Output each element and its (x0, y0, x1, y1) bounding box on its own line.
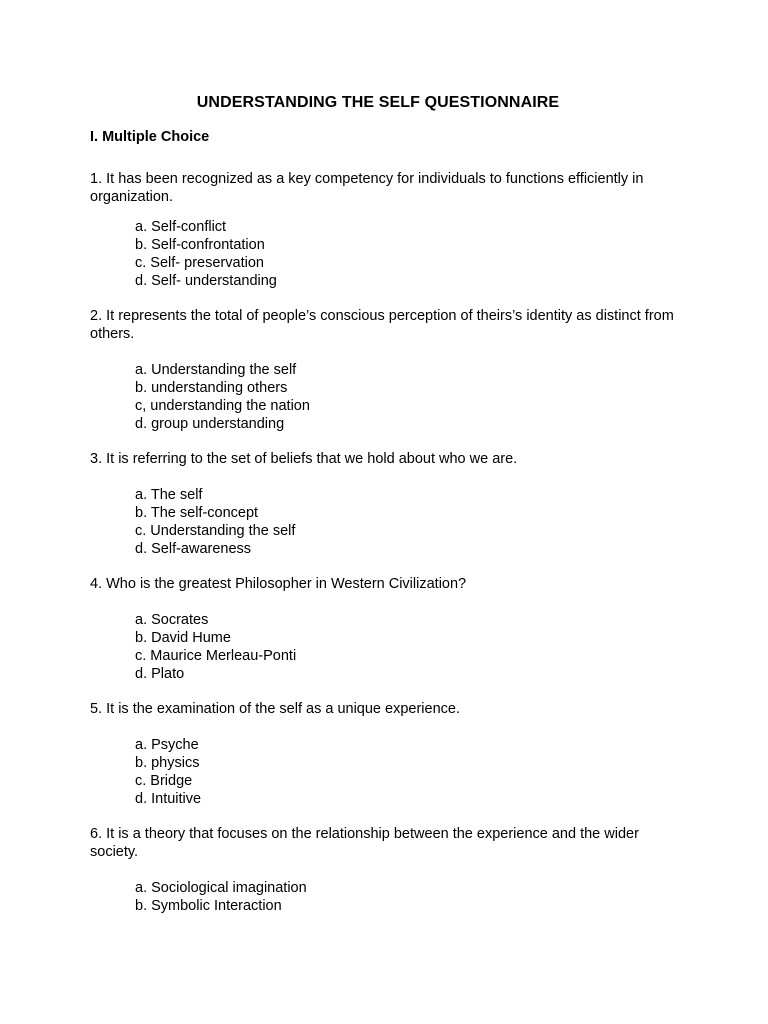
option-6a: a. Sociological imagination (135, 880, 307, 896)
question-2-options (135, 361, 310, 433)
option-5a: a. Psyche (135, 737, 199, 753)
option-2b: b. understanding others (135, 380, 288, 396)
option-3d: d. Self-awareness (135, 541, 252, 557)
option-5c: c. Bridge (135, 773, 193, 789)
option-2a: a. Understanding the self (135, 362, 297, 378)
option-4c: c. Maurice Merleau-Ponti (135, 648, 297, 664)
question-3-options (135, 486, 295, 558)
option-3b: b. The self-concept (135, 505, 259, 521)
option-5b: b. physics (135, 755, 200, 771)
option-5d: d. Intuitive (135, 791, 202, 807)
option-2c: c, understanding the nation (135, 398, 310, 414)
question-1-options (135, 218, 277, 290)
option-4b: b. David Hume (135, 630, 231, 646)
question-6: 6. It is a theory that focuses on the relationship between the experience and the wider society. (90, 826, 639, 860)
page-title: UNDERSTANDING THE SELF QUESTIONNAIRE (196, 94, 560, 111)
question-3: 3. It is referring to the set of beliefs that we hold about who we are. (90, 451, 518, 467)
question-4: 4. Who is the greatest Philosopher in Western Civilization? (90, 576, 467, 592)
question-5-options (135, 736, 201, 808)
question-4-options (135, 611, 296, 683)
option-4a: a. Socrates (135, 612, 209, 628)
question-1: 1. It has been recognized as a key competency for individuals to functions efficiently in organization. (90, 171, 644, 205)
question-2: 2. It represents the total of people’s conscious perception of theirs’s identity as distinct from others. (90, 308, 674, 342)
option-2d: d. group understanding (135, 416, 285, 432)
option-3c: c. Understanding the self (135, 523, 296, 539)
option-1c: c. Self- preservation (135, 255, 264, 271)
option-6b: b. Symbolic Interaction (135, 898, 282, 914)
option-4d: d. Plato (135, 666, 185, 682)
section-heading: I. Multiple Choice (90, 129, 210, 145)
question-6-options (135, 879, 307, 915)
question-5: 5. It is the examination of the self as a unique experience. (90, 701, 460, 717)
option-1a: a. Self-conflict (135, 219, 227, 235)
option-1d: d. Self- understanding (135, 273, 277, 289)
option-1b: b. Self-confrontation (135, 237, 265, 253)
option-3a: a. The self (135, 487, 203, 503)
